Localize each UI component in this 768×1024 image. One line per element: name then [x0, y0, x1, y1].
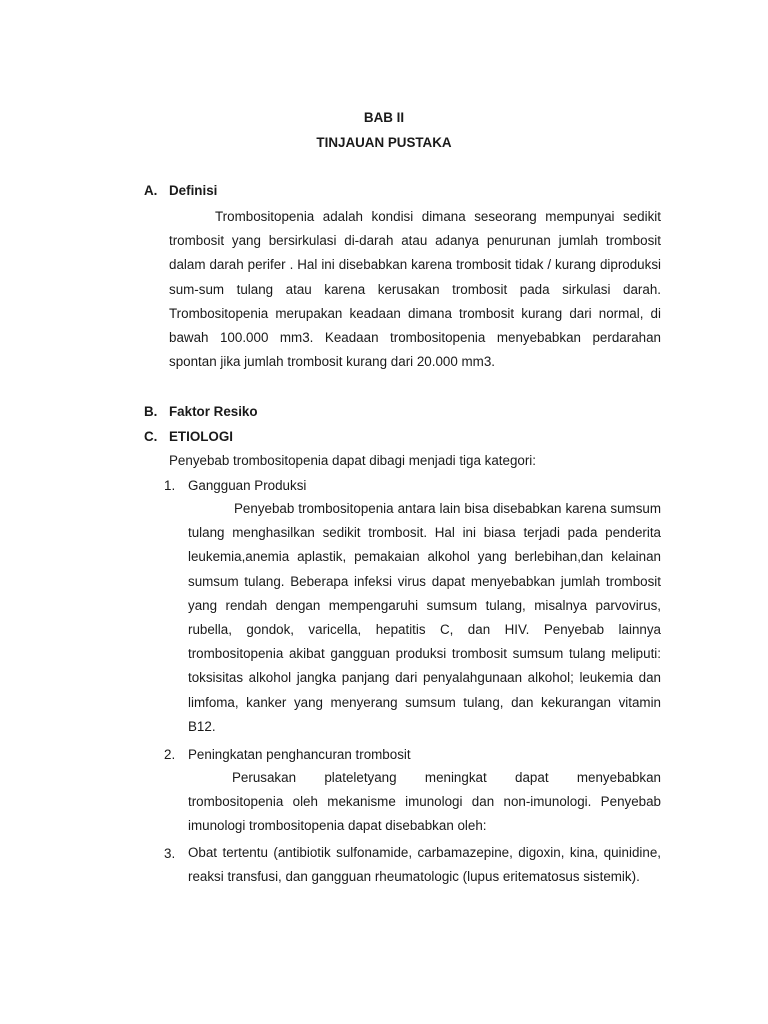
- list-item-1-title: Gangguan Produksi: [188, 478, 307, 493]
- list-item-1-number: 1.: [164, 478, 176, 493]
- list-item-2-paragraph: Perusakan plateletyang meningkat dapat menyebabkan trombositopenia oleh mekanisme imunologi dan non-imunologi. Penyebab imunologi trombositopenia dapat disebabkan oleh:: [188, 770, 661, 834]
- section-c-intro: Penyebab trombositopenia dapat dibagi menjadi tiga kategori:: [169, 453, 537, 468]
- chapter-title: TINJAUAN PUSTAKA: [316, 135, 452, 150]
- chapter-heading: BAB II: [363, 110, 405, 125]
- list-item-2-paragraph-block: [188, 766, 661, 839]
- section-c-title: ETIOLOGI: [169, 429, 233, 444]
- section-c-letter: C.: [144, 429, 158, 444]
- section-b-letter: B.: [144, 404, 158, 419]
- list-item-3-paragraph-block: [188, 841, 661, 889]
- list-item-3-number: 3.: [164, 846, 176, 861]
- list-item-1-paragraph-block: [188, 497, 661, 739]
- list-item-3-paragraph: Obat tertentu (antibiotik sulfonamide, carbamazepine, digoxin, kina, quinidine, reaksi transfusi, dan gangguan rheumatologic (lupus eritematosus sistemik).: [188, 845, 661, 885]
- section-a-paragraph-block: [169, 205, 661, 374]
- section-a-letter: A.: [144, 183, 158, 198]
- list-item-2-title: Peningkatan penghancuran trombosit: [188, 747, 411, 762]
- list-item-1-paragraph: Penyebab trombositopenia antara lain bisa disebabkan karena sumsum tulang menghasilkan sedikit trombosit. Hal ini biasa terjadi pada penderita leukemia,anemia aplastik, pemakaian alkohol yang berlebihan,dan kelainan sumsum tulang. Beberapa infeksi virus dapat menyebabkan jumlah trombosit yang rendah dengan mempengaruhi sumsum tulang, misalnya parvovirus, rubella, gondok, varicella, hepatitis C, dan HIV. Penyebab lainnya trombositopenia akibat gangguan produksi trombosit sumsum tulang meliputi: toksisitas alkohol jangka panjang dari penyalahgunaan alkohol; leukemia dan limfoma, kanker yang menyerang sumsum tulang, dan kekurangan vitamin B12.: [188, 501, 661, 734]
- list-item-2-number: 2.: [164, 747, 176, 762]
- section-a-title: Definisi: [169, 183, 218, 198]
- section-b-title: Faktor Resiko: [169, 404, 258, 419]
- section-a-paragraph: Trombositopenia adalah kondisi dimana seseorang mempunyai sedikit trombosit yang bersirkulasi di-darah atau adanya penurunan jumlah trombosit dalam darah perifer . Hal ini disebabkan karena trombosit tidak / kurang diproduksi sum-sum tulang atau karena kerusakan trombosit pada sirkulasi darah. Trombositopenia merupakan keadaan dimana trombosit kurang dari normal, di bawah 100.000 mm3. Keadaan trombositopenia menyebabkan perdarahan spontan jika jumlah trombosit kurang dari 20.000 mm3.: [169, 209, 661, 370]
